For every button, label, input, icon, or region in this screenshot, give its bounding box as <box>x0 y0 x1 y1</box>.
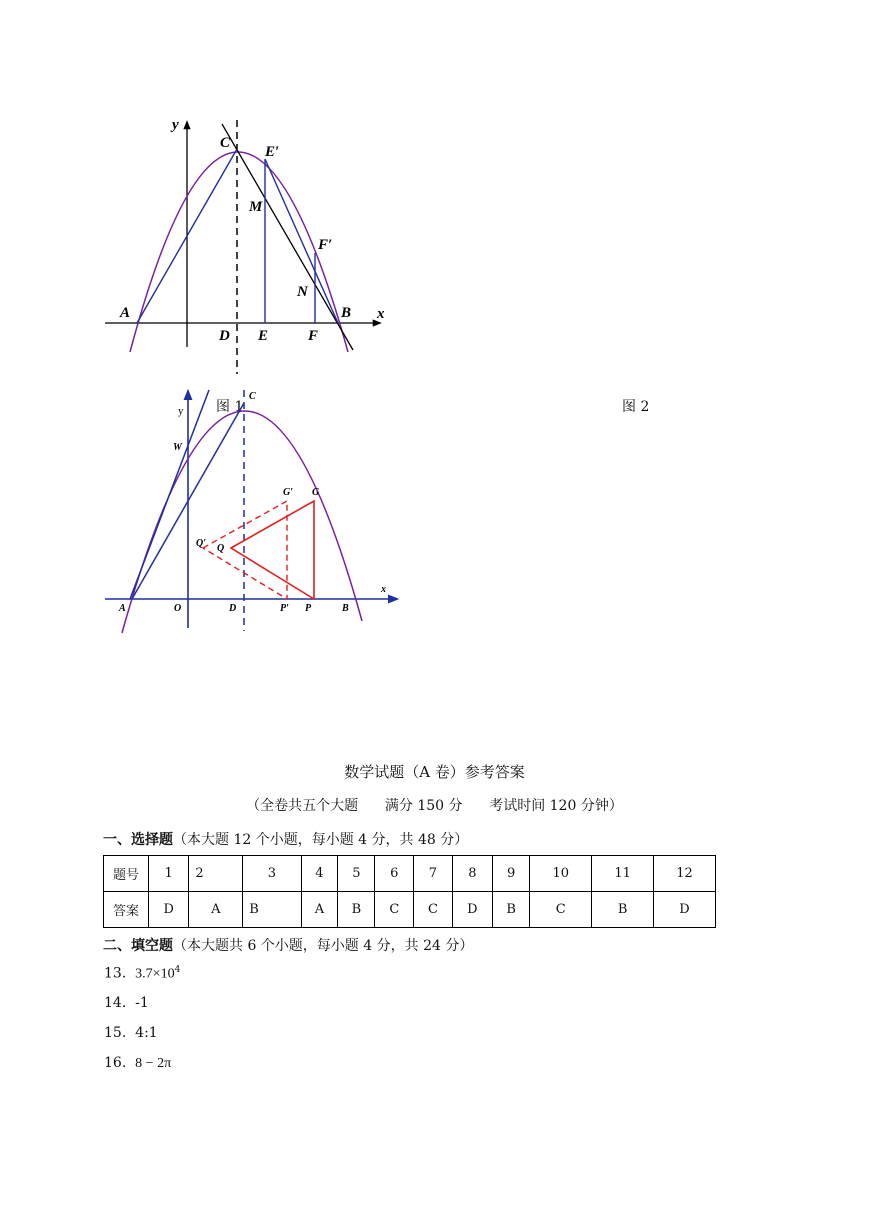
label-c: C <box>249 391 256 402</box>
label-f: F <box>308 328 319 344</box>
table-row-answers <box>104 892 716 928</box>
answer-table <box>103 855 716 928</box>
table-cell: B <box>493 892 530 928</box>
section-1-header <box>103 829 468 849</box>
label-e-prime: E′ <box>265 144 280 160</box>
line-cb <box>222 124 353 350</box>
table-cell: 8 <box>452 856 492 892</box>
answer-key-subtitle: （全卷共五个大题 满分 150 分 考试时间 120 分钟） <box>246 798 623 814</box>
item-exponent: 4 <box>174 965 181 975</box>
label-a: A <box>119 603 126 614</box>
table-row-numbers <box>104 856 716 892</box>
table-cell: A <box>301 892 338 928</box>
row-header-number: 题号 <box>104 856 149 892</box>
label-g: G <box>312 487 320 498</box>
table-cell: 6 <box>375 856 414 892</box>
table-cell: 1 <box>149 856 189 892</box>
item-number: 15. <box>104 1025 127 1041</box>
table-cell: B <box>338 892 375 928</box>
item-answer: 3.7×10 <box>135 966 175 982</box>
section-1-heading: 一、选择题 <box>103 832 173 848</box>
label-c: C <box>220 135 231 151</box>
table-cell: 12 <box>654 856 716 892</box>
list-item <box>104 965 180 983</box>
label-b: B <box>341 305 352 321</box>
table-cell: 10 <box>530 856 592 892</box>
item-answer: 8 − 2π <box>135 1056 172 1071</box>
label-x: x <box>377 306 385 322</box>
table-cell: D <box>149 892 189 928</box>
label-d: D <box>219 328 230 344</box>
answer-key-title: 数学试题（A 卷）参考答案 <box>344 763 525 781</box>
section-2-header <box>103 935 473 955</box>
item-number: 16. <box>104 1055 127 1071</box>
table-cell: D <box>452 892 492 928</box>
table-cell: C <box>414 892 453 928</box>
item-number: 13. <box>104 965 127 982</box>
item-answer: 4:1 <box>135 1025 158 1041</box>
table-cell: 11 <box>592 856 654 892</box>
label-y: y <box>178 405 184 417</box>
figure-1 <box>100 112 400 377</box>
label-a: A <box>120 305 131 321</box>
list-item <box>104 1025 158 1041</box>
table-cell: B <box>592 892 654 928</box>
table-cell: C <box>375 892 414 928</box>
table-cell: 9 <box>493 856 530 892</box>
triangle-q-g-p-prime <box>203 501 287 599</box>
table-cell: A <box>189 892 243 928</box>
table-cell: D <box>654 892 716 928</box>
label-m: M <box>249 199 263 215</box>
item-number: 14. <box>104 995 127 1011</box>
label-f-prime: F′ <box>318 237 333 253</box>
section-1-note: （本大题 12 个小题，每小题 4 分，共 48 分） <box>173 832 469 848</box>
table-cell: C <box>530 892 592 928</box>
label-g-prime: G′ <box>283 487 294 498</box>
label-p-prime: P′ <box>280 603 289 614</box>
label-b: B <box>342 603 349 614</box>
table-cell: 3 <box>243 856 301 892</box>
label-p: P <box>305 603 312 614</box>
label-o: O <box>174 603 182 614</box>
row-header-answer: 答案 <box>104 892 149 928</box>
label-e: E <box>258 328 269 344</box>
section-2-note: （本大题共 6 个小题，每小题 4 分，共 24 分） <box>173 938 474 954</box>
label-q: Q <box>217 543 225 554</box>
table-cell: B <box>243 892 301 928</box>
label-n: N <box>297 284 308 300</box>
figure-1-caption: 图 1 <box>216 399 244 415</box>
label-q-prime: Q′ <box>196 538 207 549</box>
label-x: x <box>381 584 386 595</box>
line-aw <box>130 390 209 599</box>
table-cell: 7 <box>414 856 453 892</box>
figure-2 <box>100 385 405 640</box>
table-cell: 2 <box>189 856 243 892</box>
label-w: W <box>173 442 182 453</box>
list-item <box>104 1055 171 1072</box>
table-cell: 4 <box>301 856 338 892</box>
figure-2-caption: 图 2 <box>622 399 650 415</box>
label-y: y <box>172 117 179 133</box>
item-answer: -1 <box>135 995 149 1011</box>
table-cell: 5 <box>338 856 375 892</box>
section-2-heading: 二、填空题 <box>103 938 173 954</box>
label-d: D <box>229 603 237 614</box>
list-item <box>104 995 149 1011</box>
